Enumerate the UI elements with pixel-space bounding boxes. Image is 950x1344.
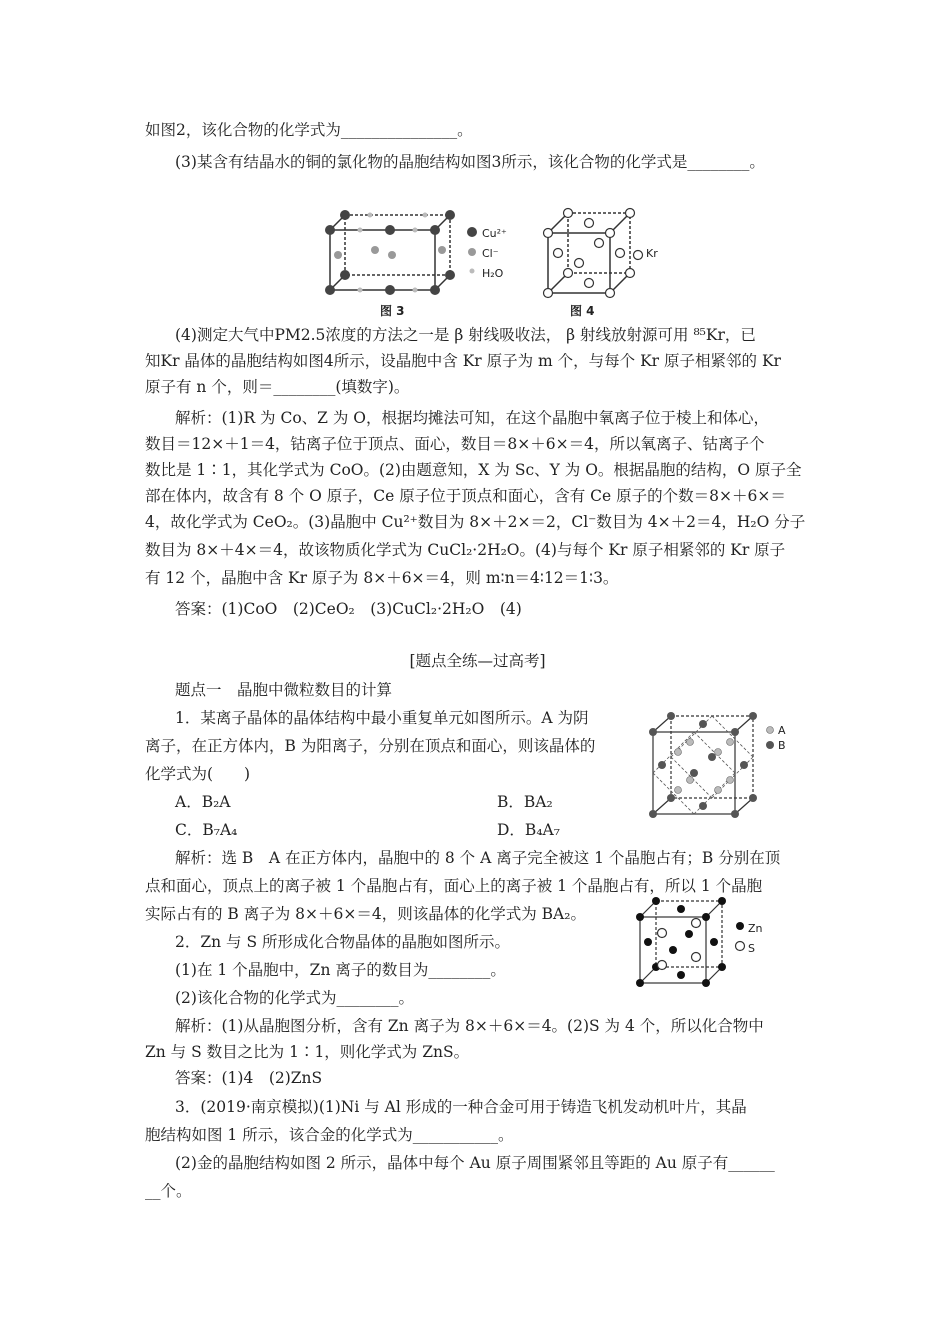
figure-4-legend-marker — [632, 249, 644, 261]
topic-heading: 题点一 晶胞中微粒数目的计算 — [175, 681, 393, 699]
legend-label-h2o: H₂O — [482, 267, 504, 280]
section-title: [题点全练—过高考] — [409, 652, 546, 670]
q2-legend-markers — [734, 920, 746, 954]
answer-line: 答案：(1)CoO (2)CeO₂ (3)CuCl₂·2H₂O (4) — [175, 600, 522, 618]
figure-4-crystal-cell — [540, 205, 640, 300]
legend-label-a: A — [778, 724, 786, 737]
question-text: 离子，在正方体内，B 为阳离子，分别在顶点和面心，则该晶体的 — [145, 737, 596, 755]
legend-label-cu: Cu²⁺ — [482, 227, 507, 240]
question-text: (2)金的晶胞结构如图 2 所示，晶体中每个 Au 原子周围紧邻且等距的 Au 原子有______ — [175, 1154, 775, 1172]
figure-3-caption: 图 3 — [380, 304, 405, 318]
q1-legend-markers — [764, 724, 776, 754]
text-line: 有 12 个，晶胞中含 Kr 原子为 8×＋6×＝4，则 m∶n＝4∶12＝1∶3。 — [145, 569, 619, 587]
option-a: A．B₂A — [175, 793, 231, 811]
text-line: 实际占有的 B 离子为 8×＋6×＝4，则该晶体的化学式为 BA₂。 — [145, 905, 586, 923]
figure-3-crystal-cell — [320, 205, 485, 305]
question-text: 1．某离子晶体的晶体结构中最小重复单元如图所示。A 为阴 — [175, 709, 589, 727]
text-line: 数目＝12×＋1＝4，钴离子位于顶点、面心，数目＝8×＋6×＝4，所以氧离子、钴离子个 — [145, 435, 765, 453]
question-text: 胞结构如图 1 所示，该合金的化学式为___________。 — [145, 1126, 514, 1144]
question-text: (1)在 1 个晶胞中，Zn 离子的数目为________。 — [175, 961, 506, 979]
question-text: 3．(2019·南京模拟)(1)Ni 与 Al 形成的一种合金可用于铸造飞机发动机叶片，其晶 — [175, 1098, 747, 1116]
text-line: 数比是 1∶1，其化学式为 CoO。(2)由题意知，X 为 Sc、Y 为 O。根据晶胞的结构，O 原子全 — [145, 461, 802, 479]
legend-label-zn: Zn — [748, 922, 763, 935]
legend-label-s: S — [748, 942, 755, 955]
text-line: Zn 与 S 数目之比为 1∶1，则化学式为 ZnS。 — [145, 1043, 470, 1061]
answer-line: 答案：(1)4 (2)ZnS — [175, 1069, 323, 1087]
text-line: (4)测定大气中PM2.5浓度的方法之一是 β 射线吸收法， β 射线放射源可用 ⁸⁵Kr，已 — [175, 326, 756, 344]
option-b: B．BA₂ — [497, 793, 553, 811]
question-text: (2)该化合物的化学式为________。 — [175, 989, 414, 1007]
text-line: 点和面心，顶点上的离子被 1 个晶胞占有，面心上的离子被 1 个晶胞占有，所以 1 个晶胞 — [145, 877, 763, 895]
figure-4-caption: 图 4 — [570, 304, 595, 318]
text-line: 4，故化学式为 CeO₂。(3)晶胞中 Cu²⁺数目为 8×＋2×＝2，Cl⁻数目为 4×＋2＝4，H₂O 分子 — [145, 513, 806, 531]
text-line: 部在体内，故含有 8 个 O 原子，Ce 原子位于顶点和面心，含有 Ce 原子的个数＝8×＋6×＝ — [145, 487, 786, 505]
text-line: 原子有 n 个，则＝________(填数字)。 — [145, 378, 410, 396]
option-c: C．B₇A₄ — [175, 821, 238, 839]
text-line: (3)某含有结晶水的铜的氯化物的晶胞结构如图3所示，该化合物的化学式是________。 — [175, 153, 765, 171]
legend-label-cl: Cl⁻ — [482, 247, 499, 260]
text-line: 解析：选 B A 在正方体内，晶胞中的 8 个 A 离子完全被这 1 个晶胞占有；B 分别在顶 — [175, 849, 781, 867]
q1-crystal-figure — [645, 710, 765, 820]
legend-label-kr: Kr — [646, 247, 658, 260]
text-line: 如图2，该化合物的化学式为_______________。 — [145, 121, 473, 139]
question-text: 化学式为( ) — [145, 765, 251, 783]
text-line: 知Kr 晶体的晶胞结构如图4所示，设晶胞中含 Kr 原子为 m 个，与每个 Kr 原子相紧邻的 Kr — [145, 352, 781, 370]
text-line: 解析：(1)R 为 Co、Z 为 O，根据均摊法可知，在这个晶胞中氧离子位于棱上和体心， — [175, 409, 770, 427]
legend-label-b: B — [778, 739, 786, 752]
text-line: 数目为 8×＋4×＝4，故该物质化学式为 CuCl₂·2H₂O。(4)与每个 Kr 原子相紧邻的 Kr 原子 — [145, 541, 786, 559]
q2-zns-crystal-figure — [632, 893, 732, 989]
question-text: __个。 — [145, 1182, 192, 1200]
question-text: 2．Zn 与 S 所形成化合物晶体的晶胞如图所示。 — [175, 933, 511, 951]
option-d: D．B₄A₇ — [497, 821, 560, 839]
text-line: 解析：(1)从晶胞图分析，含有 Zn 离子为 8×＋6×＝4。(2)S 为 4 个，所以化合物中 — [175, 1017, 764, 1035]
